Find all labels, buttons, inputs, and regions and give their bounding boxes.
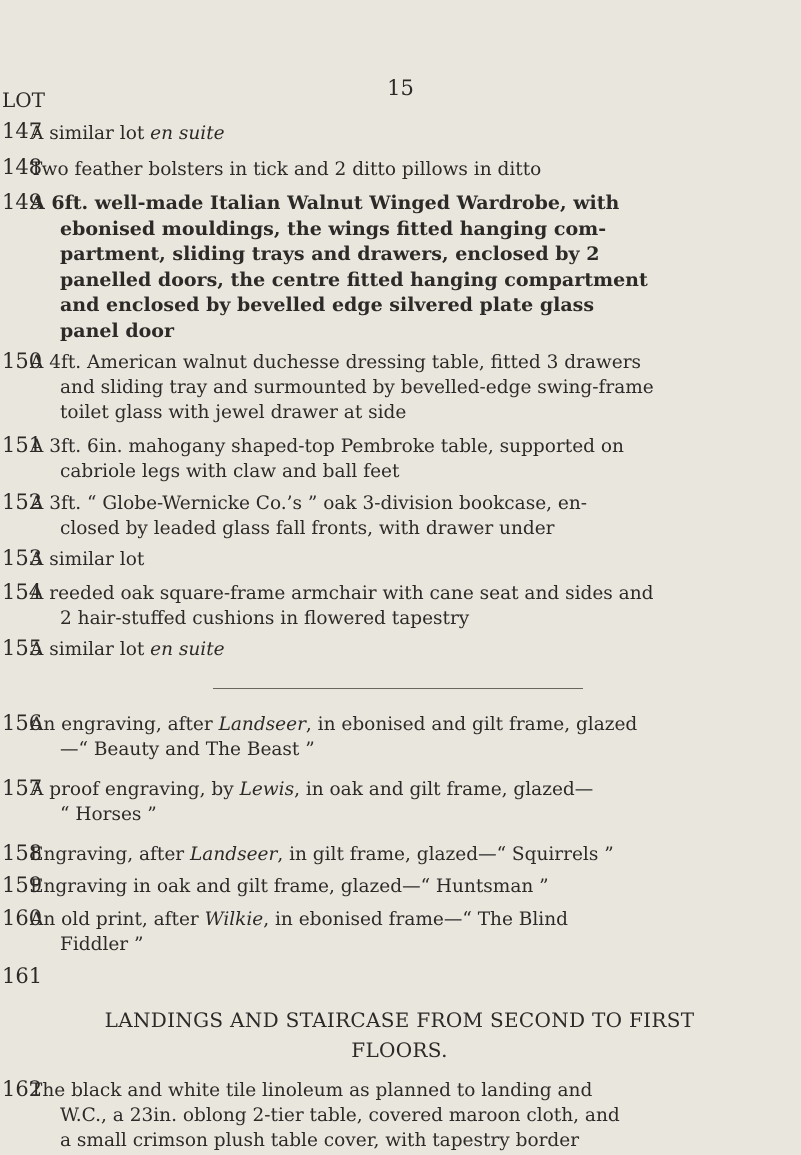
- lot-description: [30, 1078, 790, 1153]
- lot-number: 156: [2, 711, 43, 735]
- lot-number: 149: [2, 190, 43, 214]
- description-text: A similar lot en suite: [30, 639, 225, 660]
- lot-description: [30, 777, 790, 827]
- lot-number: 151: [2, 433, 43, 457]
- lot-column-header: LOT: [2, 88, 46, 112]
- lot-number: 158: [2, 841, 43, 865]
- description-line: A 4ft. American walnut duchesse dressing table, fitted 3 drawers: [30, 352, 642, 373]
- description-line: Fiddler ”: [60, 934, 144, 955]
- lot-description: [30, 157, 790, 182]
- description-line: Engraving in oak and gilt frame, glazed—“ Huntsman ”: [30, 876, 549, 897]
- lot-description: [30, 874, 790, 899]
- description-line: 2 hair-stuffed cushions in flowered tapestry: [60, 608, 470, 629]
- description-line: panel door: [60, 319, 174, 342]
- lot-description: [30, 121, 790, 146]
- section-divider: [213, 688, 583, 689]
- lot-number: 155: [2, 636, 43, 660]
- description-line: partment, sliding trays and drawers, enclosed by 2: [60, 243, 600, 265]
- description-line: A proof engraving, by Lewis, in oak and gilt frame, glazed—: [30, 779, 594, 800]
- lot-number: 153: [2, 546, 43, 570]
- description-line: and sliding tray and surmounted by bevelled-edge swing-frame: [60, 377, 654, 398]
- lot-description: [30, 637, 790, 662]
- lot-number: 147: [2, 119, 43, 143]
- description-line: —“ Beauty and The Beast ”: [60, 739, 315, 760]
- section-heading-line: FLOORS.: [351, 1038, 448, 1062]
- description-line: toilet glass with jewel drawer at side: [60, 402, 407, 423]
- lot-number: 159: [2, 873, 43, 897]
- description-line: The black and white tile linoleum as planned to landing and: [30, 1080, 593, 1101]
- lot-number: 162: [2, 1077, 43, 1101]
- description-line: A 3ft. 6in. mahogany shaped-top Pembroke table, supported on: [30, 436, 624, 457]
- description-line: A 3ft. “ Globe-Wernicke Co.’s ” oak 3-division bookcase, en-: [30, 493, 588, 514]
- description-line: A similar lot en suite: [30, 123, 225, 144]
- lot-number: 148: [2, 155, 43, 179]
- section-heading-line: LANDINGS AND STAIRCASE FROM SECOND TO FIRST: [104, 1008, 695, 1032]
- lot-description: [30, 712, 790, 762]
- description-line: a small crimson plush table cover, with tapestry border: [60, 1130, 580, 1151]
- section-heading: [2, 1005, 797, 1065]
- lot-number: 157: [2, 776, 43, 800]
- description-line: A similar lot: [30, 549, 145, 570]
- description-line: and enclosed by bevelled edge silvered plate glass: [60, 294, 595, 316]
- description-line: Engraving, after Landseer, in gilt frame, glazed—“ Squirrels ”: [30, 844, 614, 865]
- lot-number: 161: [2, 964, 43, 988]
- description-line: cabriole legs with claw and ball feet: [60, 461, 400, 482]
- description-line: An old print, after Wilkie, in ebonised frame—“ The Blind: [30, 909, 568, 930]
- description-line: Two feather bolsters in tick and 2 ditto pillows in ditto: [30, 159, 542, 180]
- description-line: An engraving, after Landseer, in ebonised and gilt frame, glazed: [30, 714, 638, 735]
- description-line: W.C., a 23in. oblong 2-tier table, covered maroon cloth, and: [60, 1105, 620, 1126]
- lot-description: [30, 434, 790, 484]
- description-line: closed by leaded glass fall fronts, with drawer under: [60, 518, 555, 539]
- description-line: “ Horses ”: [60, 804, 157, 825]
- lot-number: 152: [2, 490, 43, 514]
- description-line: A 6ft. well-made Italian Walnut Winged Wardrobe, with: [30, 192, 620, 214]
- description-line: A reeded oak square-frame armchair with cane seat and sides and: [30, 583, 654, 604]
- lot-description: [30, 547, 790, 572]
- lot-description: [30, 350, 790, 425]
- lot-description: [30, 491, 790, 541]
- lot-number: 150: [2, 349, 43, 373]
- lot-number: 160: [2, 906, 43, 930]
- lot-description: [30, 581, 790, 631]
- lot-description: [30, 842, 790, 867]
- page-number: 15: [387, 76, 414, 100]
- description-line: ebonised mouldings, the wings fitted hanging com-: [60, 217, 607, 240]
- lot-number: 154: [2, 580, 43, 604]
- description-line: [30, 637, 790, 662]
- description-line: panelled doors, the centre fitted hanging compartment: [60, 268, 648, 291]
- lot-description: [30, 907, 790, 957]
- lot-description: [30, 191, 790, 344]
